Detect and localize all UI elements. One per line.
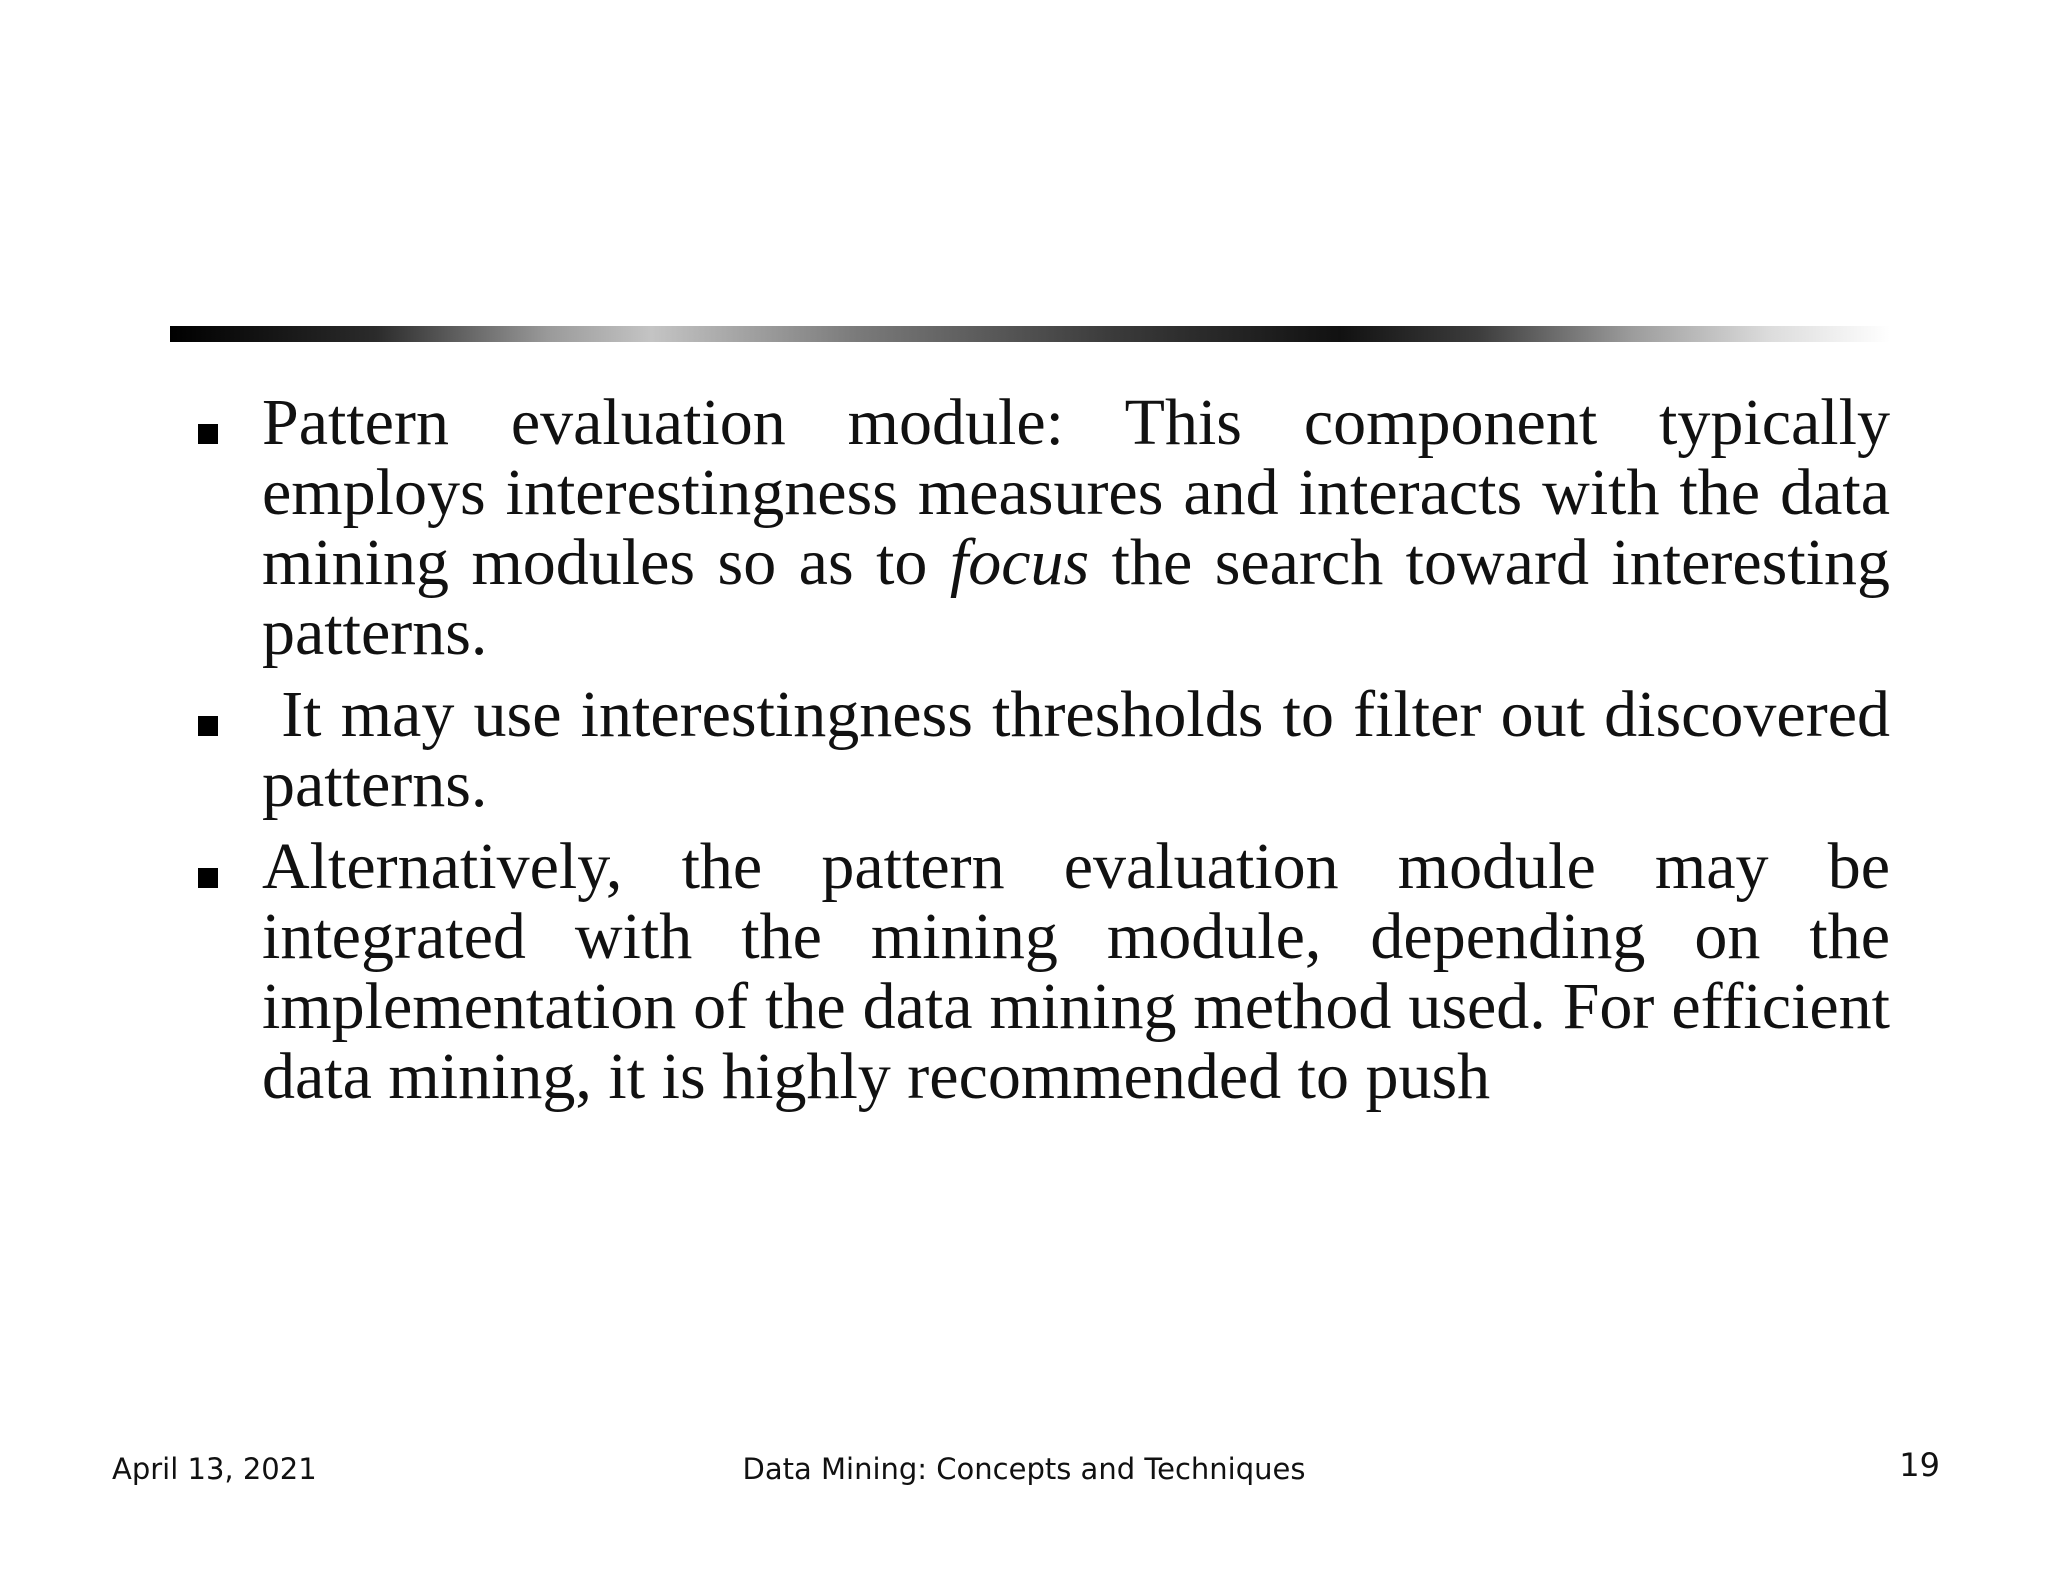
- square-bullet-icon: [198, 424, 218, 444]
- bullet-text-part: Alternatively, the pattern evaluation module may be integrated with the mining module, depending on the implementation of the data mining method used. For efficient data mining, it is highly recommended to push: [262, 830, 1890, 1113]
- footer-date: April 13, 2021: [112, 1452, 317, 1486]
- bullet-item-pattern-evaluation: [190, 388, 1890, 668]
- square-bullet-icon: [198, 716, 218, 736]
- bullet-text: [262, 386, 1890, 669]
- page-number: 19: [1899, 1446, 1940, 1484]
- title-divider-bar: [170, 326, 1890, 342]
- bullet-item-thresholds: [190, 680, 1890, 820]
- bullet-text-part: Pattern evaluation module: This component typically employs interestingness measures and interacts with the data mining modules so as to: [262, 386, 1890, 599]
- square-bullet-icon: [198, 868, 218, 888]
- emphasis-text: focus: [949, 526, 1090, 599]
- bullet-text: [262, 830, 1890, 1113]
- footer-title: Data Mining: Concepts and Techniques: [742, 1452, 1306, 1486]
- bullet-item-alternatively: [190, 832, 1890, 1112]
- bullet-text-part: It may use interestingness thresholds to filter out discovered patterns.: [262, 678, 1890, 821]
- bullet-text-part: the search toward interesting patterns.: [262, 526, 1890, 669]
- bullet-list: [190, 388, 1890, 1124]
- bullet-text: [262, 678, 1890, 821]
